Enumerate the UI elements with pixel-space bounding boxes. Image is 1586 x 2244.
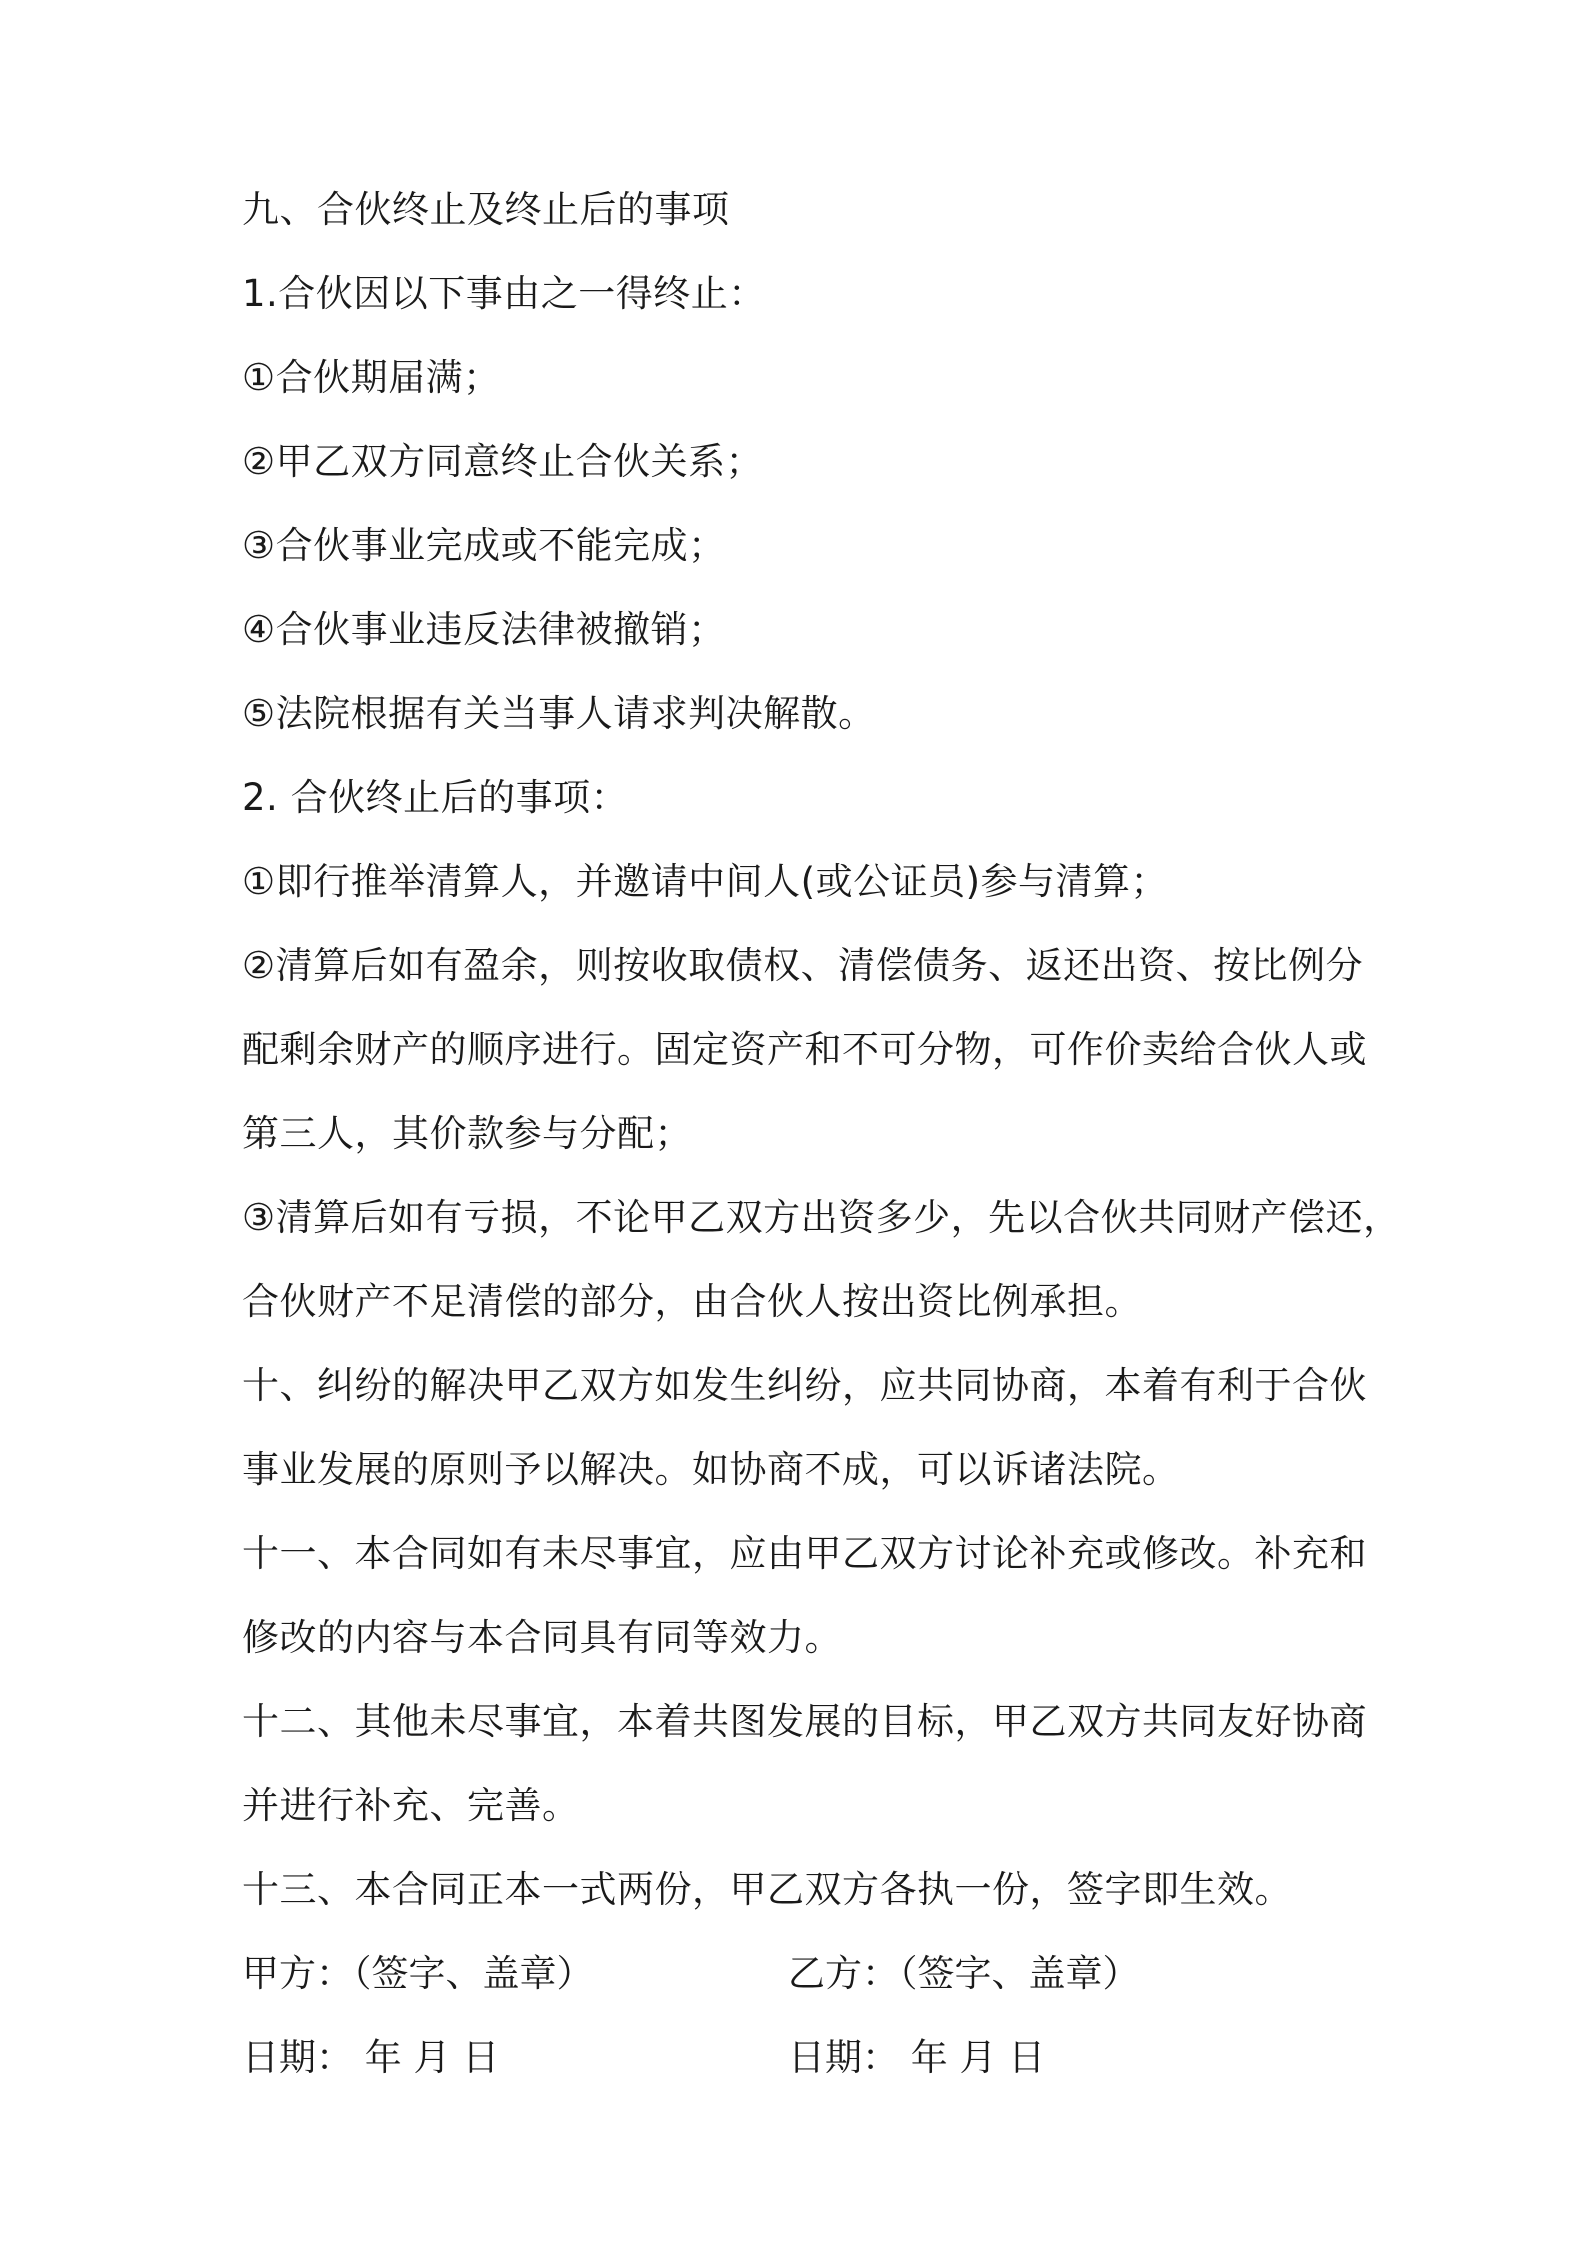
termination-reason: ①合伙期届满； xyxy=(242,356,501,399)
section13: 十三、本合同正本一式两份，甲乙双方各执一份，签字即生效。 xyxy=(242,1868,1292,1911)
section11-line: 十一、本合同如有未尽事宜，应由甲乙双方讨论补充或修改。补充和 xyxy=(242,1532,1367,1575)
signature-row xyxy=(242,1932,1362,2016)
post-termination-clause-line: 第三人，其价款参与分配； xyxy=(242,1112,692,1155)
post-termination-title: 2. 合伙终止后的事项： xyxy=(242,776,629,819)
post-termination-clause-line: 合伙财产不足清偿的部分，由合伙人按出资比例承担。 xyxy=(242,1280,1142,1323)
post-termination-clause: ①即行推举清算人，并邀请中间人(或公证员)参与清算； xyxy=(242,860,1169,903)
section10-line: 事业发展的原则予以解决。如协商不成，可以诉诸法院。 xyxy=(242,1448,1180,1491)
party-b-date: 日期： 年 月 日 xyxy=(788,2036,1046,2079)
date-row xyxy=(242,2016,1362,2100)
party-a-signature: 甲方：（签字、盖章） xyxy=(242,1952,594,1995)
termination-reason: ④合伙事业违反法律被撤销； xyxy=(242,608,726,651)
termination-reasons-title: 1.合伙因以下事由之一得终止： xyxy=(242,272,766,315)
termination-reason: ③合伙事业完成或不能完成； xyxy=(242,524,726,567)
section9-heading: 九、合伙终止及终止后的事项 xyxy=(242,188,730,231)
post-termination-clause-line: 配剩余财产的顺序进行。固定资产和不可分物，可作价卖给合伙人或 xyxy=(242,1028,1367,1071)
termination-reason: ②甲乙双方同意终止合伙关系； xyxy=(242,440,764,483)
post-termination-clause-line: ②清算后如有盈余，则按收取债权、清偿债务、返还出资、按比例分 xyxy=(242,944,1364,987)
party-b-signature: 乙方：（签字、盖章） xyxy=(788,1952,1140,1995)
party-a-date: 日期： 年 月 日 xyxy=(242,2036,500,2079)
section12-line: 并进行补充、完善。 xyxy=(242,1784,580,1827)
termination-reason: ⑤法院根据有关当事人请求判决解散。 xyxy=(242,692,876,735)
section12-line: 十二、其他未尽事宜，本着共图发展的目标，甲乙双方共同友好协商 xyxy=(242,1700,1367,1743)
contract-text xyxy=(242,168,1401,2100)
post-termination-clause-line: ③清算后如有亏损，不论甲乙双方出资多少，先以合伙共同财产偿还， xyxy=(242,1196,1401,1239)
section11-line: 修改的内容与本合同具有同等效力。 xyxy=(242,1616,842,1659)
section10-line: 十、纠纷的解决甲乙双方如发生纠纷，应共同协商，本着有利于合伙 xyxy=(242,1364,1367,1407)
